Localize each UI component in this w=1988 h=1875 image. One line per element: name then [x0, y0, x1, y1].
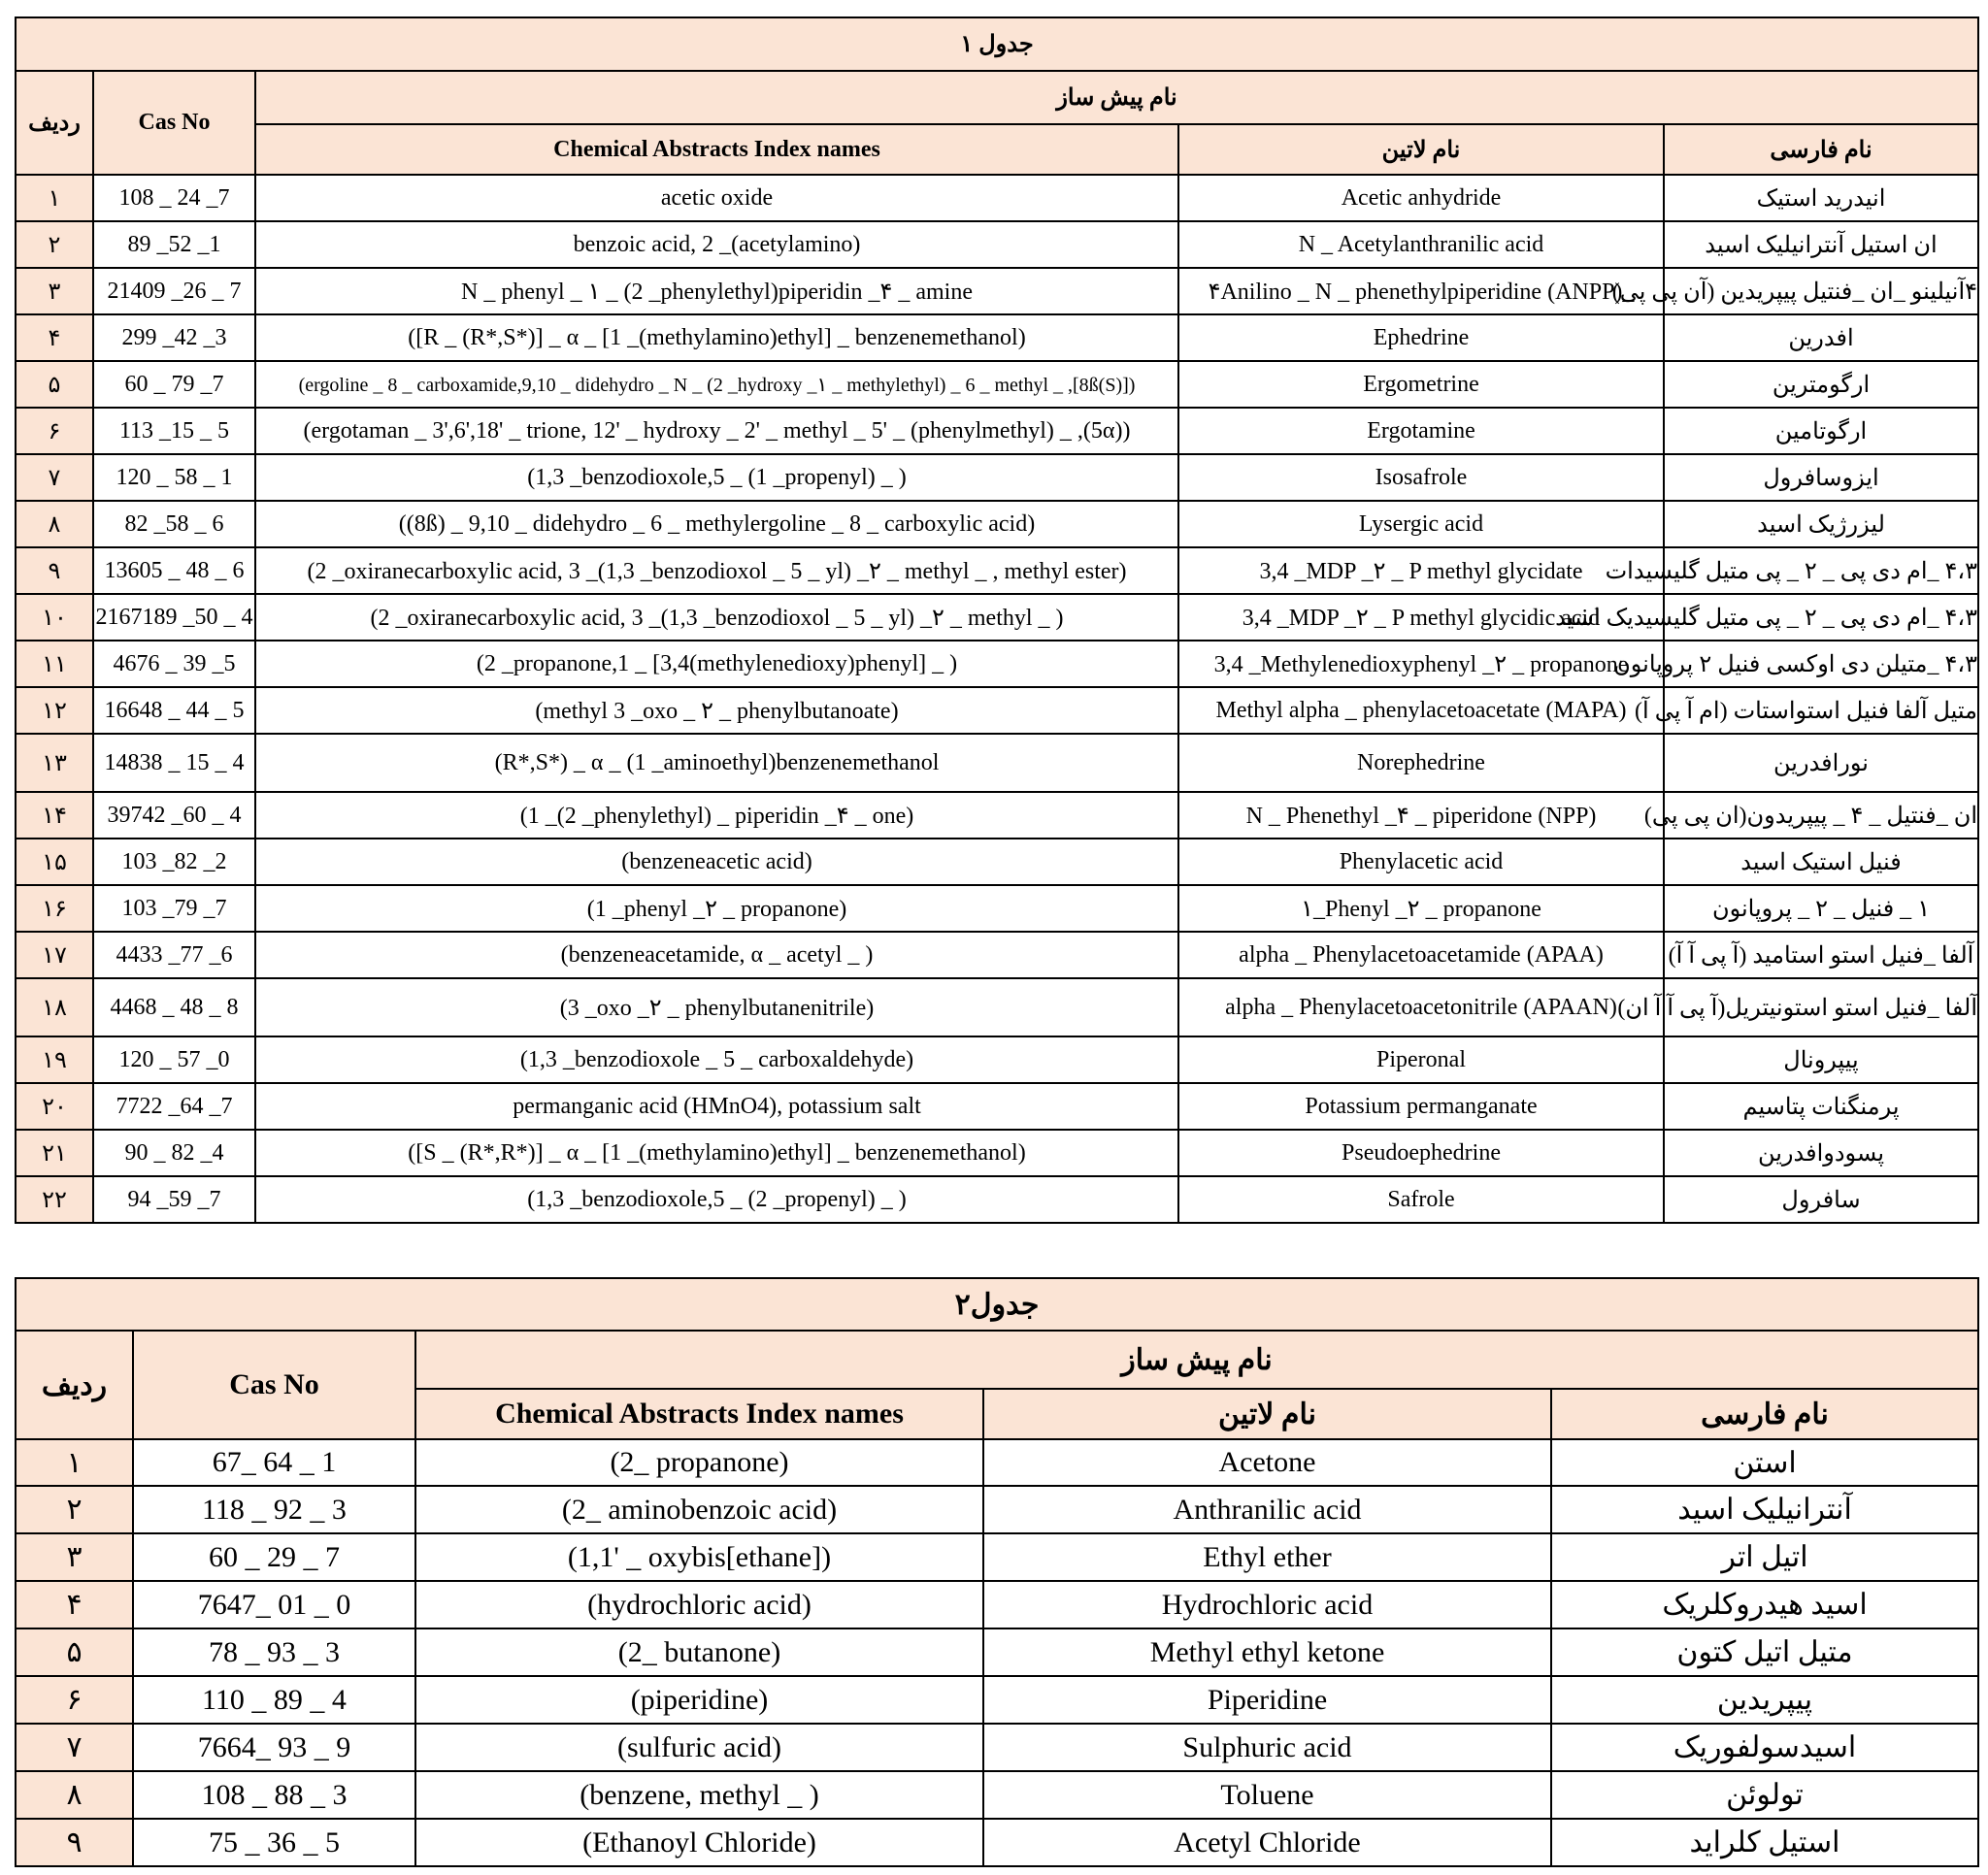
- chemical-name-cell: acetic oxide: [255, 175, 1178, 221]
- latin-name-cell: Norephedrine: [1178, 734, 1664, 792]
- latin-name-cell: Acetic anhydride: [1178, 175, 1664, 221]
- row-number-cell: ۶: [16, 408, 93, 454]
- chemical-name-cell: (2 _oxiranecarboxylic acid, 3 _(1,3 _benzodioxol _ 5 _ yl) _۲ _ methyl _ ): [255, 594, 1178, 641]
- row-number-cell: ۱۱: [16, 641, 93, 687]
- latin-name-cell: Ergotamine: [1178, 408, 1664, 454]
- table-row: [16, 594, 1978, 641]
- farsi-name-cell: اسیدسولفوریک: [1551, 1724, 1978, 1771]
- table-row: [16, 792, 1978, 839]
- table-body: [16, 175, 1978, 1223]
- latin-name-cell: Ergometrine: [1178, 361, 1664, 408]
- chemical-name-cell: (1,3 _benzodioxole,5 _ (2 _propenyl) _ ): [255, 1176, 1178, 1223]
- table-row: [16, 687, 1978, 734]
- table-row: [16, 1819, 1978, 1866]
- precursor-name-header: نام پیش ساز: [255, 71, 1978, 124]
- farsi-name-cell: آنترانیلیک اسید: [1551, 1486, 1978, 1533]
- farsi-name-cell: ۴،۳ _متیلن دی اوکسی فنیل ۲ پروپانون: [1664, 641, 1978, 687]
- farsi-name-cell: ۱ _ فنیل _ ۲ _ پروپانون: [1664, 885, 1978, 932]
- chemical-abstracts-header: Chemical Abstracts Index names: [255, 124, 1178, 175]
- cas-cell: 94 _59 _7: [93, 1176, 255, 1223]
- table-row: [16, 1176, 1978, 1223]
- latin-name-cell: Acetyl Chloride: [983, 1819, 1551, 1866]
- latin-name-cell: Potassium permanganate: [1178, 1083, 1664, 1130]
- table-row: [16, 221, 1978, 268]
- latin-name-cell: Phenylacetic acid: [1178, 839, 1664, 885]
- latin-name-header: نام لاتین: [983, 1389, 1551, 1439]
- table-row: [16, 268, 1978, 314]
- row-number-cell: ۱۶: [16, 885, 93, 932]
- cas-header: Cas No: [93, 71, 255, 175]
- cas-cell: 103 _82 _2: [93, 839, 255, 885]
- cas-cell: 108 _ 88 _ 3: [133, 1771, 415, 1819]
- farsi-name-cell: متیل آلفا فنیل استواستات (ام آ پی آ): [1664, 687, 1978, 734]
- cas-cell: 299 _42 _3: [93, 314, 255, 361]
- cas-cell: 7722 _64 _7: [93, 1083, 255, 1130]
- latin-name-cell: Safrole: [1178, 1176, 1664, 1223]
- chemical-name-cell: (2_ aminobenzoic acid): [415, 1486, 983, 1533]
- row-number-cell: ۸: [16, 1771, 133, 1819]
- chemical-name-cell: N _ phenyl _ ۱ _ (2 _phenylethyl)piperidin _۴ _ amine: [255, 268, 1178, 314]
- chemical-name-cell: (Ethanoyl Chloride): [415, 1819, 983, 1866]
- cas-cell: 67_ 64 _ 1: [133, 1439, 415, 1486]
- cas-cell: 2167189 _50 _ 4: [93, 594, 255, 641]
- farsi-name-cell: ارگوتامین: [1664, 408, 1978, 454]
- farsi-name-cell: انیدرید استیک: [1664, 175, 1978, 221]
- latin-name-cell: N _ Acetylanthranilic acid: [1178, 221, 1664, 268]
- table-row: [16, 1676, 1978, 1724]
- table-row: [16, 641, 1978, 687]
- row-number-cell: ۱۹: [16, 1036, 93, 1083]
- farsi-name-cell: پرمنگنات پتاسیم: [1664, 1083, 1978, 1130]
- row-number-header: ردیف: [16, 71, 93, 175]
- cas-cell: 7647_ 01 _ 0: [133, 1581, 415, 1628]
- table-row: [16, 1724, 1978, 1771]
- table-row: [16, 1628, 1978, 1676]
- table-row: [16, 1439, 1978, 1486]
- farsi-name-cell: نورافدرین: [1664, 734, 1978, 792]
- cas-cell: 14838 _ 15 _ 4: [93, 734, 255, 792]
- table-title: جدول۲: [16, 1278, 1978, 1331]
- row-number-cell: ۲۱: [16, 1130, 93, 1176]
- row-number-cell: ۱: [16, 175, 93, 221]
- chemical-name-cell: (1 _phenyl _۲ _ propanone): [255, 885, 1178, 932]
- farsi-name-cell: پیپرونال: [1664, 1036, 1978, 1083]
- chemical-name-cell: (benzeneacetamide, α _ acetyl _ ): [255, 932, 1178, 978]
- chemical-name-cell: (3 _oxo _۲ _ phenylbutanenitrile): [255, 978, 1178, 1036]
- cas-cell: 120 _ 58 _ 1: [93, 454, 255, 501]
- table-row: [16, 408, 1978, 454]
- farsi-name-cell: سافرول: [1664, 1176, 1978, 1223]
- precursor-name-header: نام پیش ساز: [415, 1331, 1978, 1389]
- row-number-cell: ۲۲: [16, 1176, 93, 1223]
- latin-name-cell: alpha _ Phenylacetoacetonitrile (APAAN): [1178, 978, 1664, 1036]
- cas-cell: 110 _ 89 _ 4: [133, 1676, 415, 1724]
- latin-name-header: نام لاتین: [1178, 124, 1664, 175]
- row-number-cell: ۹: [16, 547, 93, 594]
- farsi-name-cell: استیل کلراید: [1551, 1819, 1978, 1866]
- latin-name-cell: ۱_Phenyl _۲ _ propanone: [1178, 885, 1664, 932]
- row-number-cell: ۱۸: [16, 978, 93, 1036]
- farsi-name-header: نام فارسی: [1664, 124, 1978, 175]
- row-number-cell: ۴: [16, 1581, 133, 1628]
- latin-name-cell: Lysergic acid: [1178, 501, 1664, 547]
- row-number-cell: ۶: [16, 1676, 133, 1724]
- chemical-name-cell: (2 _oxiranecarboxylic acid, 3 _(1,3 _benzodioxol _ 5 _ yl) _۲ _ methyl _ , methyl ester): [255, 547, 1178, 594]
- latin-name-cell: Methyl alpha _ phenylacetoacetate (MAPA): [1178, 687, 1664, 734]
- latin-name-cell: Ephedrine: [1178, 314, 1664, 361]
- farsi-name-cell: لیزرژیک اسید: [1664, 501, 1978, 547]
- latin-name-cell: N _ Phenethyl _۴ _ piperidone (NPP): [1178, 792, 1664, 839]
- farsi-name-cell: آلفا _فنیل استو استونیتریل(آ پی آ آ ان): [1664, 978, 1978, 1036]
- table-row: [16, 978, 1978, 1036]
- row-number-cell: ۲: [16, 221, 93, 268]
- row-number-cell: ۳: [16, 1533, 133, 1581]
- row-number-cell: ۷: [16, 1724, 133, 1771]
- table-row: [16, 501, 1978, 547]
- farsi-name-cell: ۴آنیلینو _ان _فنتیل پیپریدین (آن پی پی): [1664, 268, 1978, 314]
- farsi-name-cell: ارگومترین: [1664, 361, 1978, 408]
- chemical-name-cell: (ergoline _ 8 _ carboxamide,9,10 _ didehydro _ N _ (2 _hydroxy _۱ _ methylethyl) _ 6 _ methyl _ ,[8ß(S)]): [255, 361, 1178, 408]
- latin-name-cell: Sulphuric acid: [983, 1724, 1551, 1771]
- cas-cell: 75 _ 36 _ 5: [133, 1819, 415, 1866]
- table-row: [16, 1130, 1978, 1176]
- chemical-name-cell: (2 _propanone,1 _ [3,4(methylenedioxy)phenyl] _ ): [255, 641, 1178, 687]
- farsi-name-cell: فنیل استیک اسید: [1664, 839, 1978, 885]
- cas-cell: 4433 _77 _6: [93, 932, 255, 978]
- latin-name-cell: Acetone: [983, 1439, 1551, 1486]
- farsi-name-header: نام فارسی: [1551, 1389, 1978, 1439]
- chemical-name-cell: ([S _ (R*,R*)] _ α _ [1 _(methylamino)ethyl] _ benzenemethanol): [255, 1130, 1178, 1176]
- cas-cell: 120 _ 57 _0: [93, 1036, 255, 1083]
- cas-cell: 108 _ 24 _7: [93, 175, 255, 221]
- chemical-abstracts-header: Chemical Abstracts Index names: [415, 1389, 983, 1439]
- chemical-name-cell: (2_ butanone): [415, 1628, 983, 1676]
- cas-cell: 4468 _ 48 _ 8: [93, 978, 255, 1036]
- table-row: [16, 932, 1978, 978]
- chemical-name-cell: ((8ß) _ 9,10 _ didehydro _ 6 _ methylergoline _ 8 _ carboxylic acid): [255, 501, 1178, 547]
- latin-name-cell: Anthranilic acid: [983, 1486, 1551, 1533]
- row-number-cell: ۱۳: [16, 734, 93, 792]
- farsi-name-cell: افدرین: [1664, 314, 1978, 361]
- cas-cell: 103 _79 _7: [93, 885, 255, 932]
- farsi-name-cell: ۴،۳ _ام دی پی _ ۲ _ پی متیل گلیسیدات: [1664, 547, 1978, 594]
- farsi-name-cell: اتیل اتر: [1551, 1533, 1978, 1581]
- table-row: [16, 734, 1978, 792]
- row-number-cell: ۸: [16, 501, 93, 547]
- row-number-cell: ۲۰: [16, 1083, 93, 1130]
- row-number-cell: ۴: [16, 314, 93, 361]
- farsi-name-cell: اسید هیدروکلریک: [1551, 1581, 1978, 1628]
- farsi-name-cell: ان استیل آنترانیلیک اسید: [1664, 221, 1978, 268]
- row-number-cell: ۷: [16, 454, 93, 501]
- latin-name-cell: Methyl ethyl ketone: [983, 1628, 1551, 1676]
- chemical-name-cell: (R*,S*) _ α _ (1 _aminoethyl)benzenemethanol: [255, 734, 1178, 792]
- table-row: [16, 361, 1978, 408]
- table-row: [16, 175, 1978, 221]
- chemical-name-cell: (benzene, methyl _ ): [415, 1771, 983, 1819]
- cas-cell: 13605 _ 48 _ 6: [93, 547, 255, 594]
- table-row: [16, 1771, 1978, 1819]
- chemical-name-cell: permanganic acid (HMnO4), potassium salt: [255, 1083, 1178, 1130]
- table-row: [16, 1036, 1978, 1083]
- latin-name-cell: Piperonal: [1178, 1036, 1664, 1083]
- row-number-cell: ۲: [16, 1486, 133, 1533]
- farsi-name-cell: ۴،۳ _ام دی پی _ ۲ _ پی متیل گلیسیدیک اسید: [1664, 594, 1978, 641]
- table-row: [16, 885, 1978, 932]
- row-number-cell: ۱۴: [16, 792, 93, 839]
- cas-cell: 7664_ 93 _ 9: [133, 1724, 415, 1771]
- cas-cell: 60 _ 29 _ 7: [133, 1533, 415, 1581]
- latin-name-cell: Hydrochloric acid: [983, 1581, 1551, 1628]
- latin-name-cell: Ethyl ether: [983, 1533, 1551, 1581]
- farsi-name-cell: پیپریدین: [1551, 1676, 1978, 1724]
- cas-cell: 113 _15 _ 5: [93, 408, 255, 454]
- table-row: [16, 1083, 1978, 1130]
- cas-cell: 4676 _ 39 _5: [93, 641, 255, 687]
- table-body: [16, 1439, 1978, 1866]
- chemical-name-cell: (1,3 _benzodioxole _ 5 _ carboxaldehyde): [255, 1036, 1178, 1083]
- cas-cell: 16648 _ 44 _ 5: [93, 687, 255, 734]
- chemical-name-cell: (1,1' _ oxybis[ethane]): [415, 1533, 983, 1581]
- farsi-name-cell: متیل اتیل کتون: [1551, 1628, 1978, 1676]
- cas-cell: 82 _58 _ 6: [93, 501, 255, 547]
- latin-name-cell: Toluene: [983, 1771, 1551, 1819]
- latin-name-cell: 3,4 _MDP _۲ _ P methyl glycidic acid: [1178, 594, 1664, 641]
- cas-cell: 21409 _26 _ 7: [93, 268, 255, 314]
- chemical-name-cell: (piperidine): [415, 1676, 983, 1724]
- row-number-cell: ۳: [16, 268, 93, 314]
- table-row: [16, 1581, 1978, 1628]
- precursor-table-1: [15, 16, 1979, 1224]
- row-number-cell: ۱۷: [16, 932, 93, 978]
- farsi-name-cell: استن: [1551, 1439, 1978, 1486]
- table-row: [16, 454, 1978, 501]
- latin-name-cell: alpha _ Phenylacetoacetamide (APAA): [1178, 932, 1664, 978]
- row-number-cell: ۱۲: [16, 687, 93, 734]
- chemical-name-cell: (sulfuric acid): [415, 1724, 983, 1771]
- chemical-name-cell: (methyl 3 _oxo _ ۲ _ phenylbutanoate): [255, 687, 1178, 734]
- row-number-cell: ۵: [16, 361, 93, 408]
- cas-cell: 90 _ 82 _4: [93, 1130, 255, 1176]
- row-number-cell: ۵: [16, 1628, 133, 1676]
- cas-cell: 39742 _60 _ 4: [93, 792, 255, 839]
- chemical-name-cell: (hydrochloric acid): [415, 1581, 983, 1628]
- latin-name-cell: 3,4 _MDP _۲ _ P methyl glycidate: [1178, 547, 1664, 594]
- cas-cell: 118 _ 92 _ 3: [133, 1486, 415, 1533]
- row-number-header: ردیف: [16, 1331, 133, 1439]
- latin-name-cell: Isosafrole: [1178, 454, 1664, 501]
- farsi-name-cell: آلفا _فنیل استو استامید (آ پی آ آ): [1664, 932, 1978, 978]
- chemical-name-cell: (2_ propanone): [415, 1439, 983, 1486]
- latin-name-cell: ۴Anilino _ N _ phenethylpiperidine (ANPP)_: [1178, 268, 1664, 314]
- cas-cell: 60 _ 79 _7: [93, 361, 255, 408]
- chemical-name-cell: (1 _(2 _phenylethyl) _ piperidin _۴ _ one): [255, 792, 1178, 839]
- table-row: [16, 314, 1978, 361]
- latin-name-cell: Pseudoephedrine: [1178, 1130, 1664, 1176]
- table-row: [16, 1533, 1978, 1581]
- table-row: [16, 1486, 1978, 1533]
- row-number-cell: ۹: [16, 1819, 133, 1866]
- chemical-name-cell: ([R _ (R*,S*)] _ α _ [1 _(methylamino)ethyl] _ benzenemethanol): [255, 314, 1178, 361]
- precursor-table-2: [15, 1277, 1979, 1867]
- cas-header: Cas No: [133, 1331, 415, 1439]
- cas-cell: 78 _ 93 _ 3: [133, 1628, 415, 1676]
- latin-name-cell: 3,4 _Methylenedioxyphenyl _۲ _ propanone: [1178, 641, 1664, 687]
- farsi-name-cell: پسودوافدرین: [1664, 1130, 1978, 1176]
- chemical-name-cell: benzoic acid, 2 _(acetylamino): [255, 221, 1178, 268]
- row-number-cell: ۱: [16, 1439, 133, 1486]
- farsi-name-cell: ایزوسافرول: [1664, 454, 1978, 501]
- chemical-name-cell: (1,3 _benzodioxole,5 _ (1 _propenyl) _ ): [255, 454, 1178, 501]
- latin-name-cell: Piperidine: [983, 1676, 1551, 1724]
- farsi-name-cell: تولوئن: [1551, 1771, 1978, 1819]
- table-title: جدول ۱: [16, 17, 1978, 71]
- table-row: [16, 547, 1978, 594]
- cas-cell: 89 _52 _1: [93, 221, 255, 268]
- row-number-cell: ۱۰: [16, 594, 93, 641]
- chemical-name-cell: (ergotaman _ 3',6',18' _ trione, 12' _ hydroxy _ 2' _ methyl _ 5' _ (phenylmethyl) _ ,(5α)): [255, 408, 1178, 454]
- farsi-name-cell: ان _فنتیل _ ۴ _ پیپریدون(ان پی پی): [1664, 792, 1978, 839]
- table-row: [16, 839, 1978, 885]
- row-number-cell: ۱۵: [16, 839, 93, 885]
- chemical-name-cell: (benzeneacetic acid): [255, 839, 1178, 885]
